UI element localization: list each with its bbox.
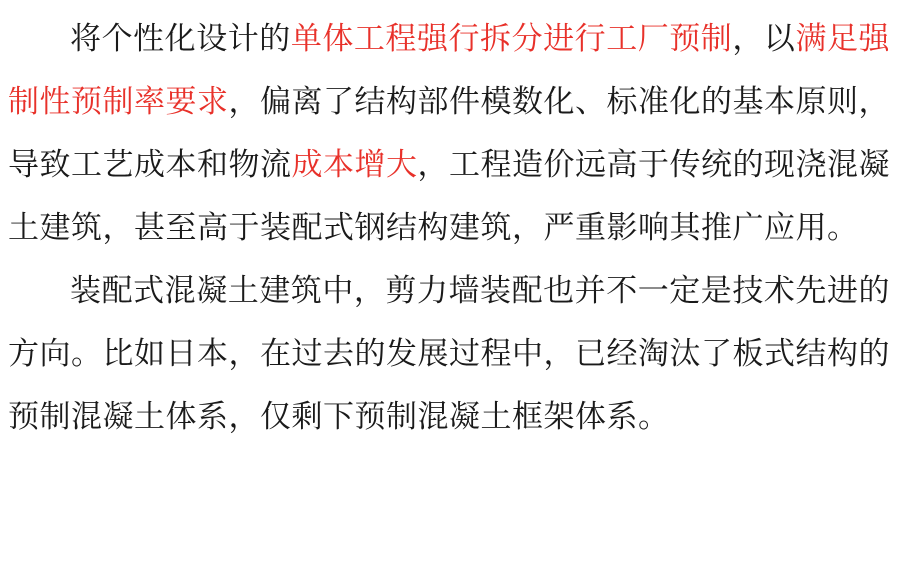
paragraph-2 [8, 260, 890, 449]
highlighted-text-run: 单体工程强行拆分进行工厂预制 [290, 21, 733, 57]
highlighted-text-run: 成本增大 [291, 147, 418, 183]
paragraph-1 [8, 8, 890, 260]
text-run: ，偏离了结构部件模数化、标准化的基本原则，导致工艺成本和物流 [8, 84, 890, 183]
text-run: ，工程造价远高于传统的现浇混凝土建筑，甚至高于装配式钢结构建筑，严重影响其推广应用。 [8, 147, 890, 246]
text-run: 装配式混凝土建筑中，剪力墙装配也并不一定是技术先进的方向。比如日本，在过去的发展过程中，已经淘汰了板式结构的预制混凝土体系，仅剩下预制混凝土框架体系。 [8, 273, 890, 435]
highlighted-text-run: 满足强制性预制率要求 [8, 21, 891, 120]
text-run: ，以 [732, 21, 796, 57]
text-run: 将个性化设计的 [70, 21, 291, 57]
